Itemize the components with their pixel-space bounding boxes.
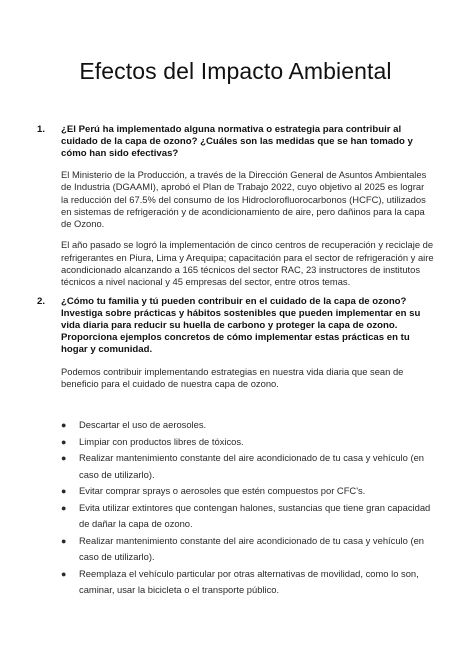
bullet-icon: ● — [61, 486, 67, 497]
bullet-icon: ● — [61, 453, 67, 464]
list-item — [61, 483, 434, 500]
answer-paragraph: El año pasado se logró la implementación de cinco centros de recuperación y reciclaje de refrigerantes en Piura, Lima y Arequipa; capacitación para el sector de refrigeración y aire acondicionado alcanzando a 165 técnicos del sector RAC, 23 instructores de institutos técnicos a nivel nacional y 45 empresas del sector, entre otros temas. — [61, 239, 434, 288]
list-item-text: Evitar comprar sprays o aerosoles que estén compuestos por CFC's. — [79, 485, 366, 497]
list-item-text: Descartar el uso de aerosoles. — [79, 419, 207, 431]
list-item — [61, 500, 434, 533]
list-item — [61, 450, 434, 483]
list-item — [61, 434, 434, 451]
question-1 — [37, 124, 434, 160]
answer-1 — [61, 169, 434, 289]
question-text: ¿El Perú ha implementado alguna normativa o estrategia para contribuir al cuidado de la capa de ozono? ¿Cuáles son las medidas que se han tomado y cómo han sido efectivas? — [61, 124, 413, 159]
question-number: 1. — [37, 124, 46, 135]
practices-list — [37, 417, 434, 599]
bullet-icon: ● — [61, 568, 67, 579]
list-item — [61, 533, 434, 566]
list-item — [61, 417, 434, 434]
list-item-text: Realizar mantenimiento constante del aire acondicionado de tu casa y vehículo (en caso de utilizarlo). — [79, 534, 424, 563]
list-item-text: Limpiar con productos libres de tóxicos. — [79, 435, 244, 447]
question-text: ¿Cómo tu familia y tú pueden contribuir en el cuidado de la capa de ozono? Investiga sobre prácticas y hábitos sostenibles que pueden implementar en su vida diaria para reducir su huella de carbono y proteger la capa de ozono. Proporciona ejemplos concretos de cómo implementar estas prácticas en tu hogar y comunidad. — [61, 295, 421, 355]
answer-2 — [61, 366, 434, 391]
answer-paragraph: El Ministerio de la Producción, a través de la Dirección General de Asuntos Ambientales de Industria (DGAAMI), aprobó el Plan de Trabajo 2022, cuyo objetivo al 2025 es lograr la reducción del 67.5% del consumo de los Hidroclorofluorocarbonos (HCFC), utilizados en sistemas de refrigeración y de acondicionamiento de aire, pero dañinos para la capa de Ozono. — [61, 169, 427, 230]
list-item — [61, 566, 434, 599]
answer-paragraph: Podemos contribuir implementando estrategias en nuestra vida diaria que sean de beneficio para el cuidado de nuestra capa de ozono. — [61, 365, 404, 389]
bullet-icon: ● — [61, 420, 67, 431]
bullet-icon: ● — [61, 535, 67, 546]
bullet-icon: ● — [61, 502, 67, 513]
list-item-text: Reemplaza el vehículo particular por otras alternativas de movilidad, como lo son, caminar, usar la bicicleta o el transporte público. — [79, 567, 419, 596]
question-number: 2. — [37, 295, 46, 307]
list-item-text: Realizar mantenimiento constante del aire acondicionado de tu casa y vehículo (en caso de utilizarlo). — [79, 452, 424, 480]
page-title: Efectos del Impacto Ambiental — [79, 58, 392, 84]
question-2 — [37, 296, 434, 356]
bullet-icon: ● — [61, 436, 67, 447]
list-item-text: Evita utilizar extintores que contengan halones, sustancias que tiene gran capacidad de dañar la capa de ozono. — [79, 501, 431, 530]
